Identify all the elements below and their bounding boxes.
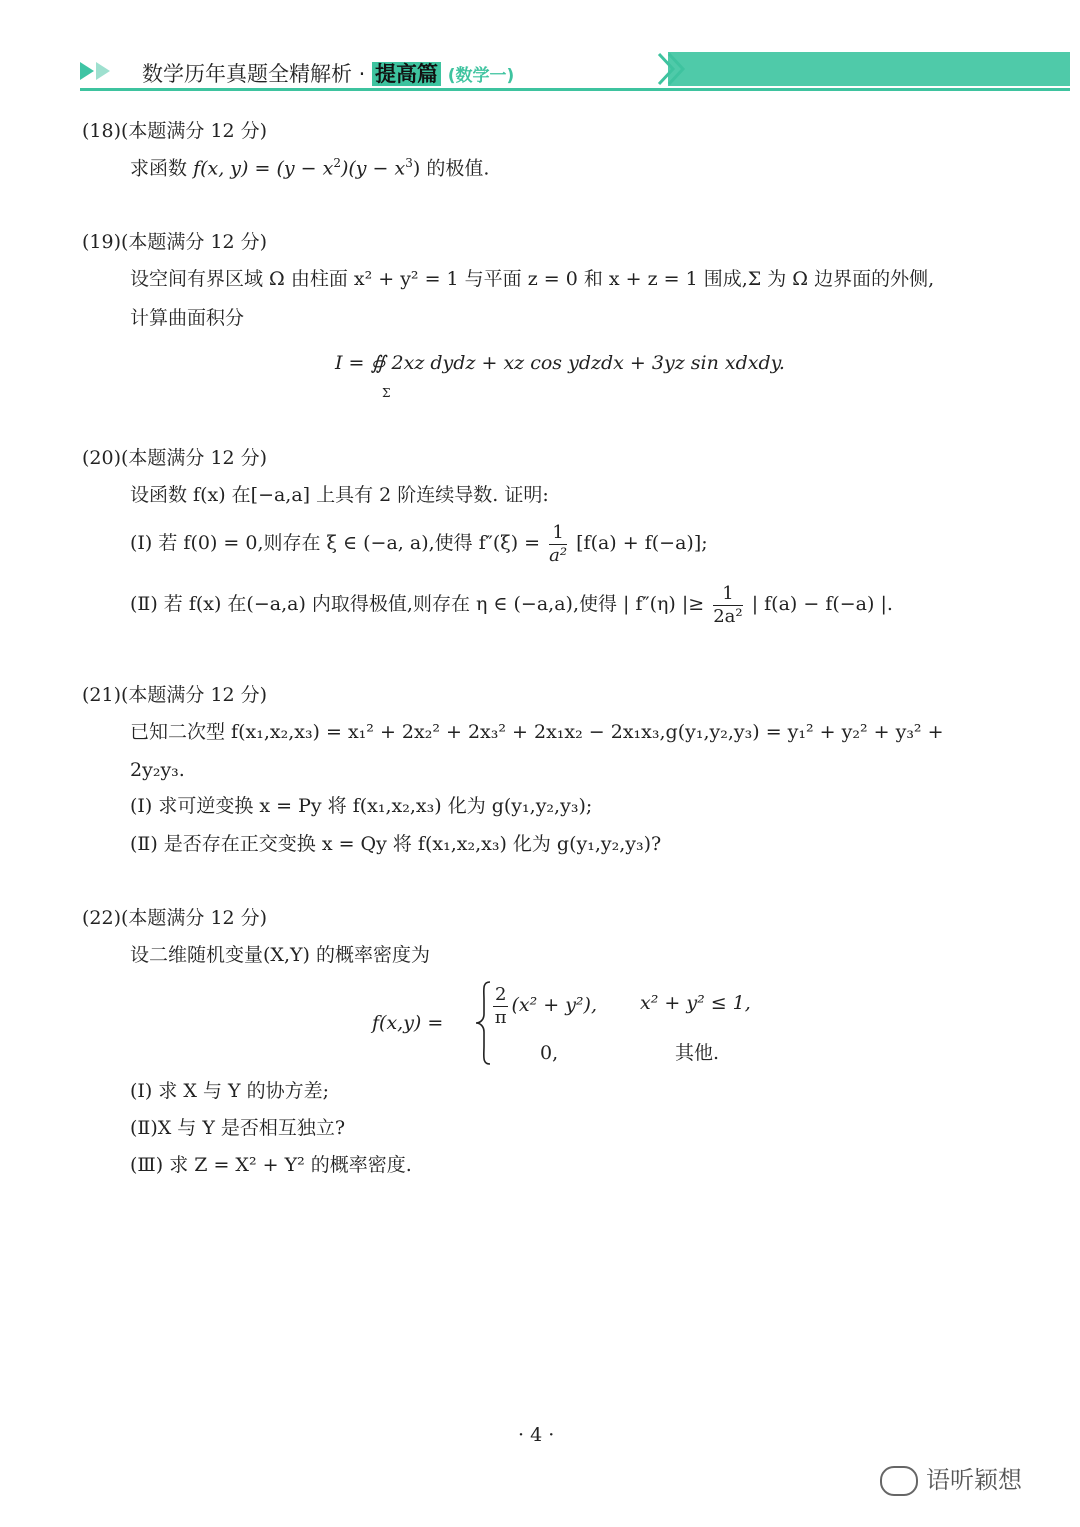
q20-part2-fraction-num: 1	[713, 583, 742, 606]
q20-line1: 设函数 f(x) 在[−a,a] 上具有 2 阶连续导数. 证明:	[130, 484, 549, 506]
q18-text-d: ) 的极值.	[412, 157, 490, 180]
q20-part2	[130, 583, 893, 627]
q22-density-lhs: f(x,y) =	[372, 1012, 444, 1034]
header-title-main: 数学历年真题全精解析 ·	[142, 62, 366, 86]
play-arrows-icon	[80, 62, 110, 84]
q22-case2-expr: 0,	[540, 1042, 559, 1064]
q18-text-c: )(y − x	[340, 157, 406, 180]
q21-part2: (Ⅱ) 是否存在正交变换 x = Qy 将 f(x₁,x₂,x₃) 化为 g(y₁,y₂,y₃)?	[130, 833, 662, 855]
q22-case2-condition: 其他.	[675, 1042, 720, 1064]
q20-part1-fraction	[549, 522, 567, 566]
page-header	[0, 0, 1080, 100]
q20-part1-text-a: (Ⅰ) 若 f(0) = 0,则存在 ξ ∈ (−a, a),使得 f″(ξ) =	[130, 532, 541, 555]
q22-case1-condition: x² + y² ≤ 1,	[640, 992, 751, 1014]
q22-case1-fraction	[493, 984, 508, 1028]
q18-text-a: 求函数	[130, 157, 188, 180]
q21-line1: 已知二次型 f(x₁,x₂,x₃) = x₁² + 2x₂² + 2x₃² + 2x₁x₂ − 2x₁x₃,g(y₁,y₂,y₃) = y₁² + y₂² + y₃² +	[130, 721, 944, 743]
q22-part2: (Ⅱ)X 与 Y 是否相互独立?	[130, 1117, 346, 1139]
q22-heading: (22)(本题满分 12 分)	[82, 907, 268, 929]
q20-part1-fraction-num: 1	[549, 522, 567, 545]
watermark	[880, 1460, 1022, 1496]
header-title-highlight: 提高篇	[372, 62, 441, 86]
q22-case1-num: 2	[495, 984, 507, 1005]
header-band	[668, 52, 1070, 86]
q20-part2-text-b: | f(a) − f(−a) |.	[751, 593, 893, 616]
page-number: · 4 ·	[518, 1424, 555, 1446]
q19-line1: 设空间有界区域 Ω 由柱面 x² + y² = 1 与平面 z = 0 和 x + z = 1 围成,Σ 为 Ω 边界面的外侧,	[130, 268, 935, 290]
q22-line1: 设二维随机变量(X,Y) 的概率密度为	[130, 944, 430, 966]
q18-text-b: f(x, y) = (y − x	[193, 157, 334, 180]
q19-heading: (19)(本题满分 12 分)	[82, 231, 268, 253]
header-divider	[80, 88, 1070, 91]
q20-part2-text-a: (Ⅱ) 若 f(x) 在(−a,a) 内取得极值,则存在 η ∈ (−a,a),使得 | f″(η) |≥	[130, 593, 705, 616]
q21-line2: 2y₂y₃.	[130, 759, 185, 781]
q19-integral-formula: I = ∯ 2xz dydz + xz cos ydzdx + 3yz sin xdxdy.	[335, 352, 785, 374]
q20-part1-text-b: [f(a) + f(−a)];	[576, 532, 708, 555]
q20-part1-fraction-den: a²	[549, 544, 568, 566]
q18-statement: 求函数 f(x, $y) = (y - x^2)(y - x^3)$ 的极值.	[130, 156, 490, 180]
q20-part2-fraction	[713, 583, 742, 627]
q22-part3: (Ⅲ) 求 Z = X² + Y² 的概率密度.	[130, 1154, 412, 1176]
chevron-decoration-icon	[655, 52, 695, 86]
q22-case1-den: π	[494, 1006, 507, 1028]
header-title-sub: (数学一)	[447, 66, 515, 86]
watermark-text: 语听颖想	[926, 1466, 1022, 1494]
header-title	[142, 58, 514, 88]
q18-heading: (18)(本题满分 12 分)	[82, 120, 268, 142]
q19-integral-subscript: Σ	[382, 386, 391, 400]
q22-part1: (Ⅰ) 求 X 与 Y 的协方差;	[130, 1080, 329, 1102]
q20-part2-fraction-den: 2a²	[713, 605, 743, 627]
q22-case1-expr: (x² + y²),	[511, 994, 597, 1017]
wechat-icon	[880, 1466, 918, 1496]
q21-heading: (21)(本题满分 12 分)	[82, 684, 268, 706]
q20-part1	[130, 522, 708, 566]
q21-part1: (Ⅰ) 求可逆变换 x = Py 将 f(x₁,x₂,x₃) 化为 g(y₁,y₂,y₃);	[130, 795, 593, 817]
q22-case1	[490, 984, 597, 1028]
q19-line2: 计算曲面积分	[130, 307, 245, 329]
q20-heading: (20)(本题满分 12 分)	[82, 447, 268, 469]
